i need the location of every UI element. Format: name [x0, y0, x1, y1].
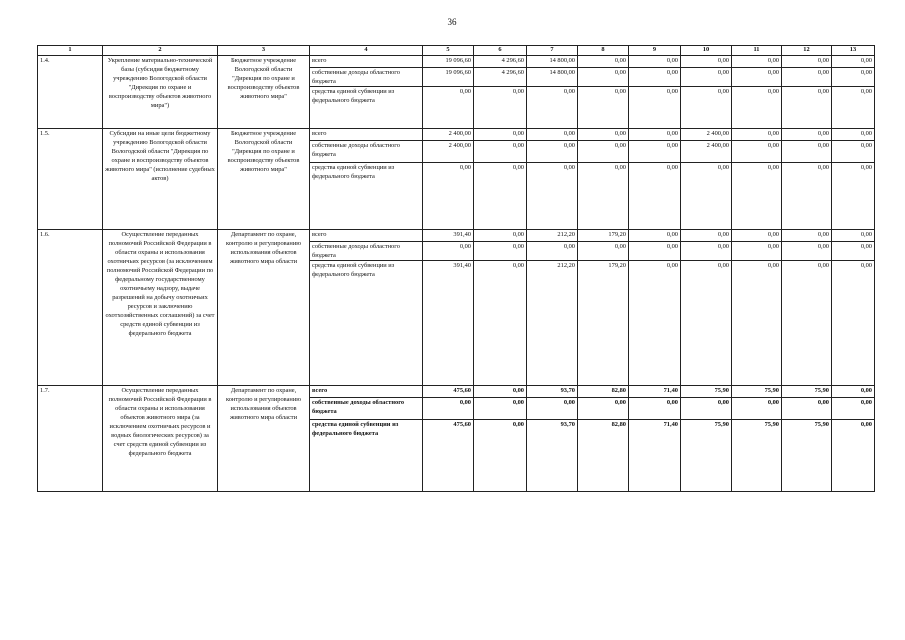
amount-cell: 0,00 [732, 129, 782, 141]
amount-cell: 0,00 [782, 56, 832, 68]
column-header: 10 [681, 46, 732, 56]
amount-cell: 75,90 [732, 386, 782, 398]
amount-cell: 71,40 [629, 386, 681, 398]
amount-cell: 71,40 [629, 420, 681, 492]
amount-cell: 0,00 [732, 87, 782, 129]
item-number: 1.6. [38, 230, 103, 386]
item-executor: Департамент по охране, контролю и регулированию использования объектов животного мира области [218, 386, 310, 492]
amount-cell: 0,00 [578, 87, 629, 129]
amount-cell: 0,00 [527, 87, 578, 129]
item-number: 1.5. [38, 129, 103, 230]
amount-cell: 75,90 [681, 420, 732, 492]
amount-cell: 0,00 [423, 87, 474, 129]
funding-source: средства единой субвенции из федерального бюджета [310, 420, 423, 492]
column-header: 11 [732, 46, 782, 56]
amount-cell: 0,00 [782, 129, 832, 141]
amount-cell: 2 400,00 [681, 129, 732, 141]
amount-cell: 2 400,00 [423, 129, 474, 141]
amount-cell: 0,00 [629, 230, 681, 242]
amount-cell: 0,00 [578, 141, 629, 163]
amount-cell: 0,00 [527, 163, 578, 230]
funding-source: всего [310, 56, 423, 68]
amount-cell: 0,00 [832, 141, 875, 163]
table-body [38, 56, 875, 492]
amount-cell: 0,00 [527, 129, 578, 141]
item-name: Субсидии на иные цели бюджетному учреждению Вологодской области Вологодской области "Дирекция по охране и воспроизводству объектов животного мира" (исполнение судебных актов) [103, 129, 218, 230]
amount-cell: 212,20 [527, 261, 578, 386]
amount-cell: 0,00 [474, 242, 527, 261]
amount-cell: 0,00 [474, 163, 527, 230]
amount-cell: 0,00 [629, 242, 681, 261]
amount-cell: 0,00 [832, 242, 875, 261]
amount-cell: 19 096,60 [423, 68, 474, 87]
amount-cell: 4 296,60 [474, 68, 527, 87]
budget-table [37, 45, 875, 492]
amount-cell: 0,00 [832, 386, 875, 398]
column-header: 4 [310, 46, 423, 56]
amount-cell: 0,00 [681, 242, 732, 261]
amount-cell: 0,00 [423, 242, 474, 261]
amount-cell: 0,00 [832, 68, 875, 87]
funding-source: собственные доходы областного бюджета [310, 242, 423, 261]
amount-cell: 0,00 [629, 141, 681, 163]
amount-cell: 0,00 [732, 261, 782, 386]
amount-cell: 82,80 [578, 420, 629, 492]
amount-cell: 0,00 [681, 87, 732, 129]
amount-cell: 0,00 [423, 163, 474, 230]
amount-cell: 75,90 [681, 386, 732, 398]
table-row [38, 386, 875, 398]
item-name: Осуществление переданных полномочий Российской Федерации в области охраны и использования объектов животного мира (за исключением охотничьих ресурсов и водных биологических ресурсов) за счет средств единой субвенции из федерального бюджета [103, 386, 218, 492]
amount-cell: 19 096,60 [423, 56, 474, 68]
item-number: 1.4. [38, 56, 103, 129]
amount-cell: 0,00 [782, 68, 832, 87]
funding-source: всего [310, 386, 423, 398]
column-header: 8 [578, 46, 629, 56]
amount-cell: 0,00 [782, 141, 832, 163]
amount-cell: 0,00 [732, 230, 782, 242]
amount-cell: 82,80 [578, 386, 629, 398]
amount-cell: 0,00 [474, 129, 527, 141]
amount-cell: 0,00 [578, 163, 629, 230]
amount-cell: 0,00 [578, 242, 629, 261]
amount-cell: 0,00 [782, 242, 832, 261]
amount-cell: 0,00 [681, 163, 732, 230]
amount-cell: 14 800,00 [527, 56, 578, 68]
amount-cell: 0,00 [527, 141, 578, 163]
amount-cell: 0,00 [732, 398, 782, 420]
amount-cell: 0,00 [629, 163, 681, 230]
amount-cell: 0,00 [578, 129, 629, 141]
funding-source: средства единой субвенции из федерального бюджета [310, 87, 423, 129]
amount-cell: 0,00 [423, 398, 474, 420]
item-executor: Департамент по охране, контролю и регулированию использования объектов животного мира области [218, 230, 310, 386]
amount-cell: 0,00 [681, 56, 732, 68]
amount-cell: 14 800,00 [527, 68, 578, 87]
page-number: 36 [447, 17, 457, 27]
item-name: Укрепление материально-технической базы (субсидия бюджетному учреждению Вологодской области "Дирекция по охране и воспроизводству объектов животного мира") [103, 56, 218, 129]
funding-source: собственные доходы областного бюджета [310, 141, 423, 163]
amount-cell: 475,60 [423, 386, 474, 398]
table-row [38, 56, 875, 68]
amount-cell: 0,00 [832, 87, 875, 129]
amount-cell: 0,00 [782, 87, 832, 129]
amount-cell: 0,00 [474, 261, 527, 386]
amount-cell: 0,00 [629, 56, 681, 68]
item-executor: Бюджетное учреждение Вологодской области "Дирекция по охране и воспроизводству объектов животного мира" [218, 56, 310, 129]
amount-cell: 75,90 [782, 386, 832, 398]
column-header: 13 [832, 46, 875, 56]
amount-cell: 0,00 [474, 230, 527, 242]
table-row [38, 230, 875, 242]
column-header: 6 [474, 46, 527, 56]
amount-cell: 0,00 [832, 129, 875, 141]
amount-cell: 0,00 [782, 230, 832, 242]
amount-cell: 0,00 [474, 141, 527, 163]
amount-cell: 0,00 [527, 242, 578, 261]
funding-source: средства единой субвенции из федерального бюджета [310, 163, 423, 230]
column-header: 9 [629, 46, 681, 56]
amount-cell: 93,70 [527, 420, 578, 492]
amount-cell: 0,00 [527, 398, 578, 420]
amount-cell: 0,00 [732, 242, 782, 261]
amount-cell: 2 400,00 [681, 141, 732, 163]
amount-cell: 179,20 [578, 261, 629, 386]
amount-cell: 0,00 [832, 56, 875, 68]
amount-cell: 0,00 [832, 163, 875, 230]
amount-cell: 0,00 [629, 261, 681, 386]
funding-source: всего [310, 129, 423, 141]
amount-cell: 0,00 [681, 230, 732, 242]
amount-cell: 0,00 [732, 141, 782, 163]
amount-cell: 0,00 [832, 230, 875, 242]
amount-cell: 179,20 [578, 230, 629, 242]
amount-cell: 0,00 [474, 87, 527, 129]
amount-cell: 0,00 [681, 261, 732, 386]
amount-cell: 0,00 [832, 420, 875, 492]
item-executor: Бюджетное учреждение Вологодской области "Дирекция по охране и воспроизводству объектов животного мира" [218, 129, 310, 230]
amount-cell: 0,00 [782, 398, 832, 420]
column-header: 2 [103, 46, 218, 56]
amount-cell: 0,00 [782, 163, 832, 230]
amount-cell: 0,00 [474, 398, 527, 420]
amount-cell: 0,00 [578, 68, 629, 87]
amount-cell: 0,00 [732, 68, 782, 87]
funding-source: собственные доходы областного бюджета [310, 398, 423, 420]
amount-cell: 0,00 [629, 68, 681, 87]
header-row [38, 46, 875, 56]
column-header: 5 [423, 46, 474, 56]
amount-cell: 0,00 [629, 398, 681, 420]
amount-cell: 75,90 [732, 420, 782, 492]
item-name: Осуществление переданных полномочий Российской Федерации в области охраны и использования охотничьих ресурсов (за исключением полномочий Российской Федерации по федеральному государственному охотничьему надзору, выдаче разрешений на добычу охотничьих ресурсов и заключению охотхозяйственных соглашений) за счет средств единой субвенции из федерального бюджета [103, 230, 218, 386]
amount-cell: 0,00 [474, 386, 527, 398]
amount-cell: 0,00 [732, 163, 782, 230]
amount-cell: 212,20 [527, 230, 578, 242]
table-row [38, 129, 875, 141]
column-header: 12 [782, 46, 832, 56]
column-header: 1 [38, 46, 103, 56]
amount-cell: 0,00 [681, 68, 732, 87]
amount-cell: 0,00 [832, 398, 875, 420]
column-header: 3 [218, 46, 310, 56]
amount-cell: 0,00 [629, 87, 681, 129]
item-number: 1.7. [38, 386, 103, 492]
funding-source: средства единой субвенции из федерального бюджета [310, 261, 423, 386]
amount-cell: 93,70 [527, 386, 578, 398]
amount-cell: 0,00 [578, 398, 629, 420]
amount-cell: 0,00 [782, 261, 832, 386]
amount-cell: 2 400,00 [423, 141, 474, 163]
amount-cell: 0,00 [732, 56, 782, 68]
amount-cell: 0,00 [578, 56, 629, 68]
funding-source: собственные доходы областного бюджета [310, 68, 423, 87]
amount-cell: 0,00 [474, 420, 527, 492]
column-header: 7 [527, 46, 578, 56]
amount-cell: 391,40 [423, 230, 474, 242]
amount-cell: 475,60 [423, 420, 474, 492]
funding-source: всего [310, 230, 423, 242]
amount-cell: 4 296,60 [474, 56, 527, 68]
amount-cell: 391,40 [423, 261, 474, 386]
amount-cell: 0,00 [832, 261, 875, 386]
amount-cell: 75,90 [782, 420, 832, 492]
amount-cell: 0,00 [629, 129, 681, 141]
amount-cell: 0,00 [681, 398, 732, 420]
